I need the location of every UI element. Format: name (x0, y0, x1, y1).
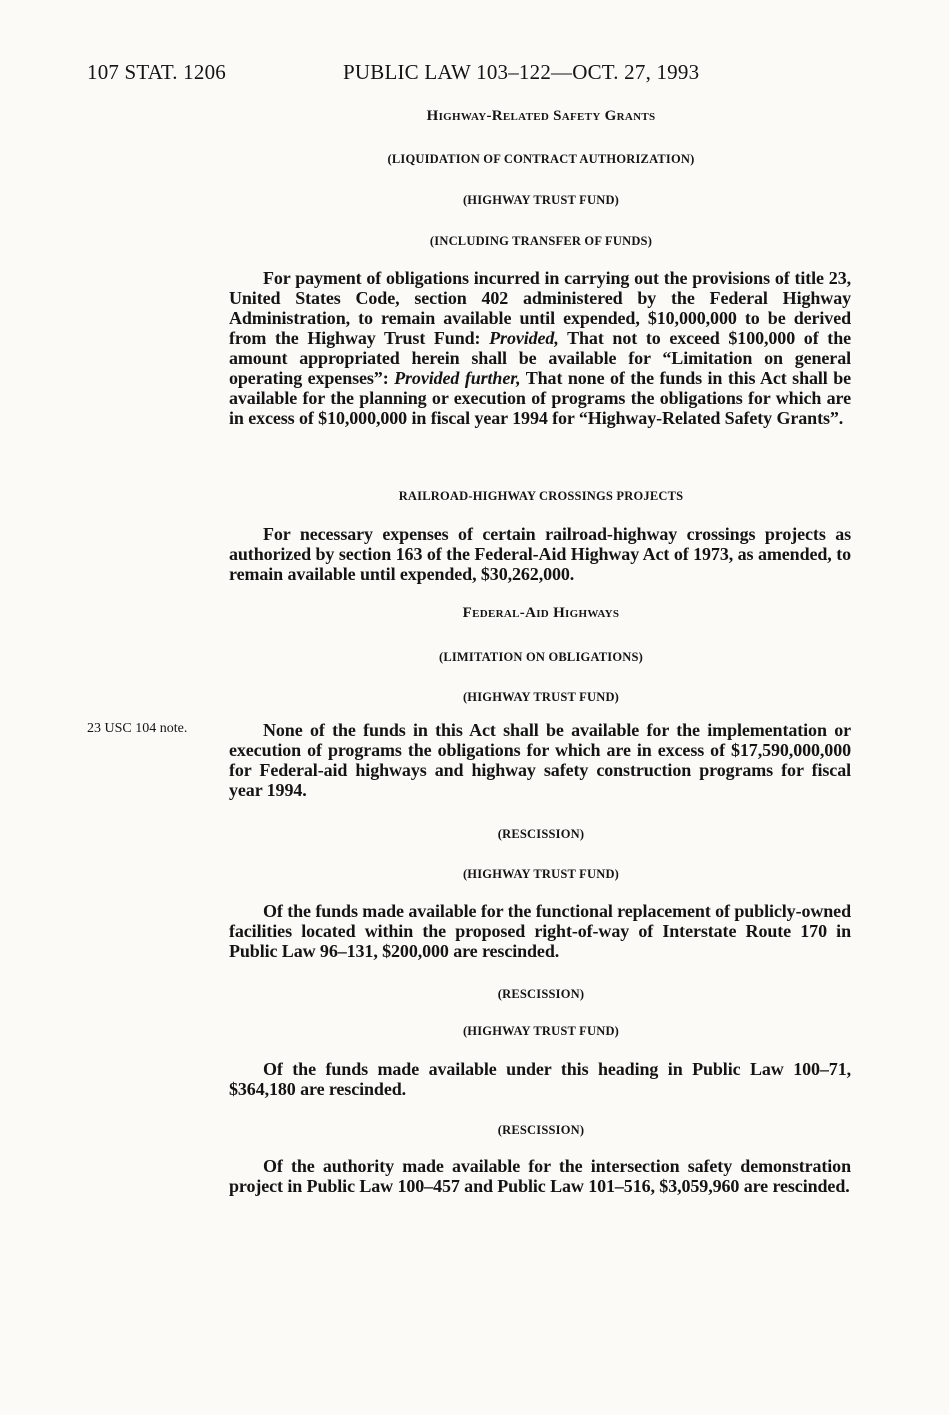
subheading-liquidation: (LIQUIDATION OF CONTRACT AUTHORIZATION) (387, 152, 695, 166)
subheading-rescission-1: (RESCISSION) (497, 827, 585, 841)
public-law-citation: PUBLIC LAW 103–122—OCT. 27, 1993 (343, 60, 700, 84)
subheading-trust-fund: (HIGHWAY TRUST FUND) (462, 193, 620, 207)
subheading-trust-fund-2: (HIGHWAY TRUST FUND) (462, 690, 620, 704)
heading-federal-aid-highways: Federal-Aid Highways (462, 605, 620, 621)
subheading-rescission-2: (RESCISSION) (497, 987, 585, 1001)
subheading-trust-fund-3: (HIGHWAY TRUST FUND) (462, 867, 620, 881)
subheading-trust-fund-4: (HIGHWAY TRUST FUND) (462, 1024, 620, 1038)
paragraph-federal-aid: None of the funds in this Act shall be available for the implementation or execution of programs the obligations for which are in excess of $17,590,000,000 for Federal-aid highways and highway safety construction programs for fiscal year 1994. (229, 720, 851, 800)
margin-note-usc: 23 USC 104 note. (87, 721, 188, 736)
paragraph-rescission-intersection: Of the authority made available for the intersection safety demonstration project in Public Law 100–457 and Public Law 101–516, $3,059,960 are rescinded. (229, 1156, 851, 1196)
paragraph-rescission-law-100-71: Of the funds made available under this heading in Public Law 100–71, $364,180 are rescinded. (229, 1059, 851, 1099)
paragraph-rescission-route-170: Of the funds made available for the functional replacement of publicly-owned facilities located within the proposed right-of-way of Interstate Route 170 in Public Law 96–131, $200,000 are rescinded. (229, 901, 851, 961)
safety-text-3: That none of the funds in this Act shall be available for the planning or execution of programs the obligations for which are in excess of $10,000,000 in fiscal year 1994 for “Highway-Related Safety Grants”. (229, 368, 851, 428)
paragraph-railroad-crossings: For necessary expenses of certain railroad-highway crossings projects as authorized by section 163 of the Federal-Aid Highway Act of 1973, as amended, to remain available until expended, $30,262,000. (229, 524, 851, 584)
subheading-rescission-3: (RESCISSION) (497, 1123, 585, 1137)
safety-text-1: For payment of obligations incurred in carrying out the provisions of title 23, United States Code, section 402 administered by the Federal Highway Administration, to remain available until expended, $10,000,000 to be derived from the Highway Trust Fund: (229, 268, 851, 348)
safety-provided: Provided, (489, 328, 559, 348)
safety-provided-further: Provided further, (394, 368, 521, 388)
paragraph-safety-grants (229, 268, 851, 428)
subheading-railroad-crossings: RAILROAD-HIGHWAY CROSSINGS PROJECTS (398, 489, 684, 503)
heading-highway-safety-grants: Highway-Related Safety Grants (426, 108, 656, 124)
subheading-transfer: (INCLUDING TRANSFER OF FUNDS) (429, 234, 653, 248)
statute-page-number: 107 STAT. 1206 (87, 60, 226, 84)
safety-text-2: That not to exceed $100,000 of the amount appropriated herein shall be available for “Limitation on general operating expenses”: (229, 328, 851, 388)
subheading-limitation: (LIMITATION ON OBLIGATIONS) (438, 650, 644, 664)
